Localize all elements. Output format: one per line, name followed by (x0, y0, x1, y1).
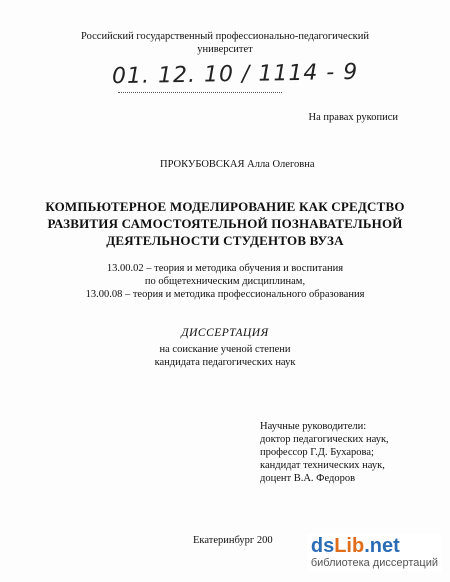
supervisors-heading: Научные руководители: (260, 421, 367, 432)
title-line-3: ДЕЯТЕЛЬНОСТИ СТУДЕНТОВ ВУЗА (106, 233, 344, 248)
logo-part-net: .net (364, 535, 400, 557)
logo-part-ds: ds (310, 535, 335, 557)
logo-part-lib: Lib (334, 535, 365, 557)
specialty-line-3: 13.00.08 – теория и методика профессионального образования (85, 289, 365, 300)
degree-line-1: на соискание ученой степени (159, 344, 291, 355)
title-line-2: РАЗВИТИЯ САМОСТОЯТЕЛЬНОЙ ПОЗНАВАТЕЛЬНОЙ (47, 216, 403, 231)
institution-line-2: университет (197, 44, 253, 55)
work-type: ДИССЕРТАЦИЯ (181, 327, 269, 339)
dslib-watermark[interactable] (307, 534, 442, 572)
degree-sought (0, 343, 450, 369)
handwritten-underline (118, 92, 282, 93)
dslib-logo (311, 536, 438, 556)
institution-line-1: Российский государственный профессионально-педагогический (81, 31, 369, 42)
specialty-codes (0, 262, 450, 301)
watermark-subtitle: библиотека диссертаций (310, 557, 438, 569)
author-name: ПРОКУБОВСКАЯ Алла Олеговна (160, 159, 315, 170)
handwritten-registration-number: 01. 12. 10 / 1114 - 9 (111, 59, 359, 90)
scientific-supervisors (260, 420, 389, 485)
supervisor-line-2: профессор Г.Д. Бухарова; (260, 447, 374, 458)
manuscript-rights-note: На правах рукописи (308, 112, 398, 123)
supervisor-line-3: кандидат технических наук, (260, 460, 385, 471)
title-line-1: КОМПЬЮТЕРНОЕ МОДЕЛИРОВАНИЕ КАК СРЕДСТВО (45, 199, 405, 214)
dissertation-title (0, 198, 450, 249)
city-year: Екатеринбург 200 (193, 535, 273, 546)
supervisor-line-4: доцент В.А. Федоров (260, 473, 356, 484)
specialty-line-1: 13.00.02 – теория и методика обучения и воспитания (106, 263, 344, 274)
supervisor-line-1: доктор педагогических наук, (260, 434, 389, 445)
degree-line-2: кандидата педагогических наук (154, 357, 296, 368)
institution-name (0, 30, 450, 56)
specialty-line-2: по общетехническим дисциплинам, (144, 276, 306, 287)
